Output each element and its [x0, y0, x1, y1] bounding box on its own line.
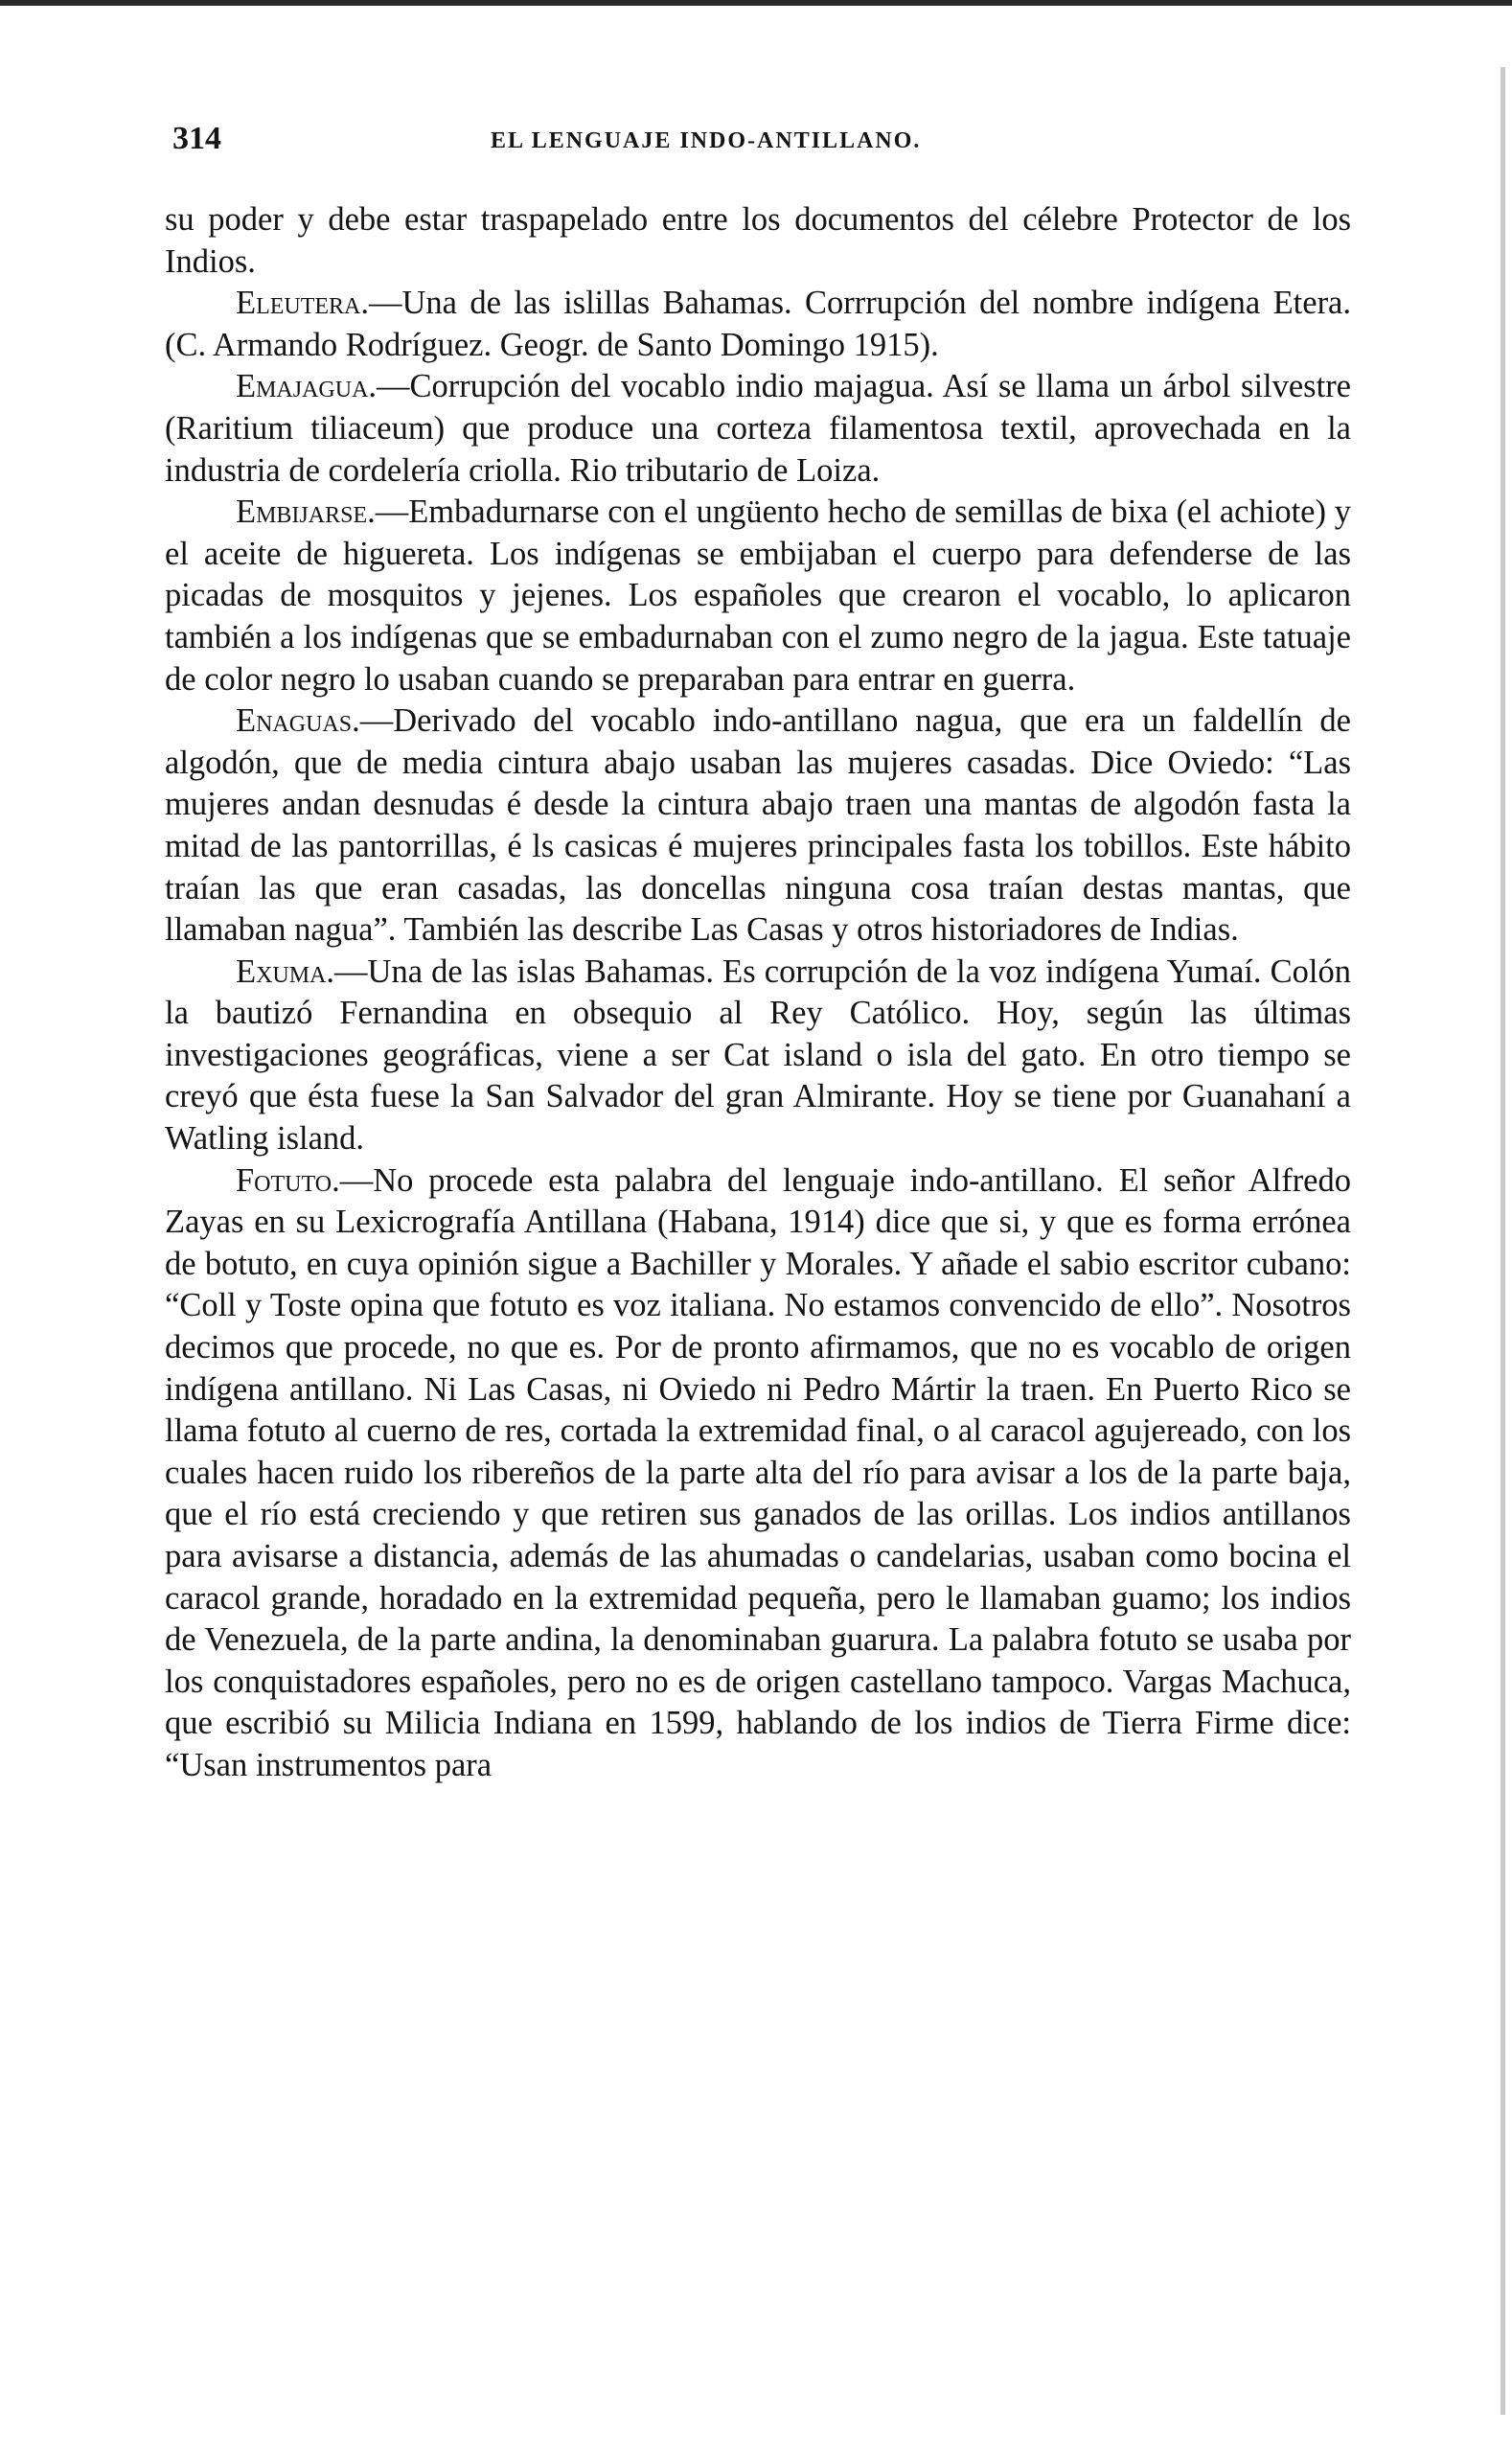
entry-enaguas [165, 700, 1351, 952]
running-title: EL LENGUAJE INDO-ANTILLANO. [491, 128, 922, 153]
top-border [0, 0, 1512, 6]
entry-eleutera [165, 283, 1351, 366]
book-page [165, 115, 1351, 1787]
entry-text: —Una de las islas Bahamas. Es corrupción de la voz indígena Yumaí. Colón la bautizó Fernandina en obsequio al Rey Católico. Hoy, según las últimas investigaciones geográficas, viene a ser Cat island o isla del gato. En otro tiempo se creyó que ésta fuese la San Salvador del gran Almirante. Hoy se tiene por Guanahaní a Watling island. [165, 953, 1351, 1158]
headword: Exuma. [236, 953, 335, 990]
headword: Embijarse. [236, 493, 376, 531]
headword: Emajagua. [236, 368, 378, 405]
body-text [165, 199, 1351, 1787]
entry-text: —Corrupción del vocablo indio majagua. Así se llama un árbol silvestre (Raritium tiliaceum) que produce una corteza filamentosa textil, aprovechada en la industria de cordelería criolla. Rio tributario de Loiza. [165, 368, 1351, 489]
entry-text: —Embadurnarse con el ungüento hecho de semillas de bixa (el achiote) y el aceite de higuereta. Los indígenas se embijaban el cuerpo para defenderse de las picadas de mosquitos y jejenes. Los españoles que crearon el vocablo, lo aplicaron también a los indígenas que se embadurnaban con el zumo negro de la jagua. Este tatuaje de color negro lo usaban cuando se preparaban para entrar en guerra. [165, 493, 1351, 698]
page-edge-shadow [1501, 67, 1505, 2415]
paragraph-intro [165, 199, 1351, 283]
page-number: 314 [172, 121, 221, 156]
entry-text: —No procede esta palabra del lenguaje indo-antillano. El señor Alfredo Zayas en su Lexicrografía Antillana (Habana, 1914) dice que si, y que es forma errónea de botuto, en cuya opinión sigue a Bachiller y Morales. Y añade el sabio escritor cubano: “Coll y Toste opina que fotuto es voz italiana. No estamos convencido de ello”. Nosotros decimos que procede, no que es. Por de pronto afirmamos, que no es vocablo de origen indígena antillano. Ni Las Casas, ni Oviedo ni Pedro Mártir la traen. En Puerto Rico se llama fotuto al cuerno de res, cortada la extremidad final, o al caracol agujereado, con los cuales hacen ruido los ribereños de la parte alta del río para avisar a los de la parte baja, que el río está creciendo y que retiren sus ganados de las orillas. Los indios antillanos para avisarse a distancia, además de las ahumadas o candelarias, usaban como bocina el caracol grande, horadado en la extremidad pequeña, pero le llamaban guamo; los indios de Venezuela, de la parte andina, la denominaban guarura. La palabra fotuto se usaba por los conquistadores españoles, pero no es de origen castellano tampoco. Vargas Machuca, que escribió su Milicia Indiana en 1599, hablando de los indios de Tierra Firme dice: “Usan instrumentos para [165, 1161, 1351, 1783]
headword: Fotuto. [236, 1161, 340, 1199]
paragraph-text: su poder y debe estar traspapelado entre los documentos del célebre Protector de los Indios. [165, 201, 1351, 280]
headword: Eleutera. [236, 285, 370, 322]
entry-emajagua [165, 366, 1351, 492]
entry-text: —Derivado del vocablo indo-antillano nagua, que era un faldellín de algodón, que de media cintura abajo usaban las mujeres casadas. Dice Oviedo: “Las mujeres andan desnudas é desde la cintura abajo traen una mantas de algodón fasta la mitad de las pantorrillas, é ls casicas é mujeres principales fasta los tobillos. Este hábito traían las que eran casadas, las doncellas ninguna cosa traían destas mantas, que llamaban nagua”. También las describe Las Casas y otros historiadores de Indias. [165, 702, 1351, 949]
headword: Enaguas. [236, 702, 360, 740]
entry-exuma [165, 952, 1351, 1160]
entry-fotuto [165, 1160, 1351, 1787]
running-head [165, 115, 1351, 172]
entry-text: —Una de las islillas Bahamas. Corrrupción del nombre indígena Etera. (C. Armando Rodríguez. Geogr. de Santo Domingo 1915). [165, 285, 1351, 363]
entry-embijarse [165, 492, 1351, 700]
